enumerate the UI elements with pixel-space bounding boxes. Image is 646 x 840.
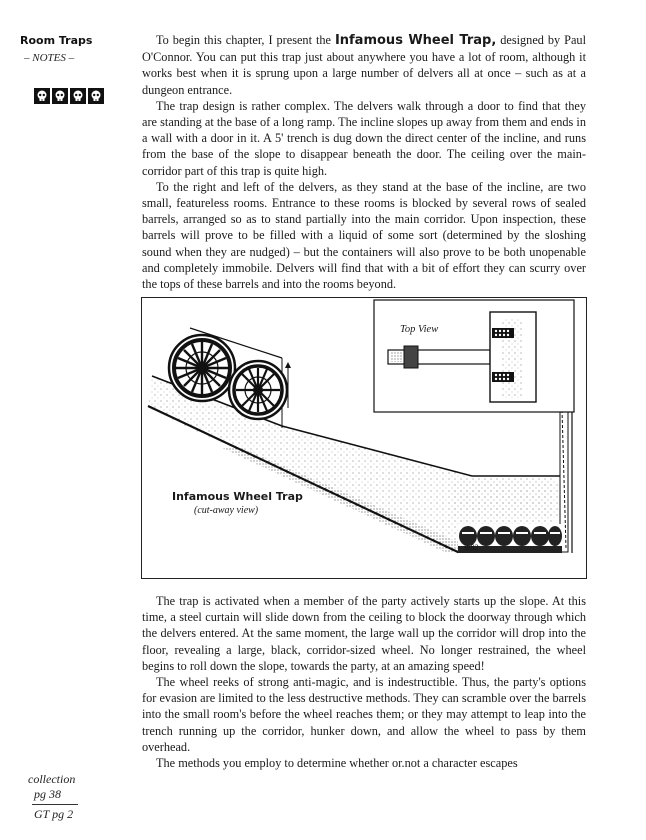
skull-icon	[34, 88, 50, 104]
paragraph-design: The trap design is rather complex. The delvers walk through a door to find that they are standing at the base of a long ramp. The incline slopes up away from them and ends in a wall with a door in it. A 5' trench is dug down the direct center of the incline, and runs from the base of the slope to disappear beneath the door. The ceiling over the main-corridor part of this trap is quite high.	[142, 98, 586, 178]
top-view-inset	[374, 300, 574, 412]
footer-collection: collection	[28, 772, 76, 786]
paragraph-antimagic: The wheel reeks of strong anti-magic, and is indestructible. Thus, the party's options for evasion are limited to the less destructive methods. They can scramble over the barrels into the small room's before the wheel reaches them; or they may attempt to leap into the trench running up the corridor, hunker down, and allow the wheel to pass by them overhead.	[142, 675, 586, 754]
artist-signature: 9/82	[464, 543, 479, 552]
activation-text	[142, 593, 586, 771]
skull-icon	[88, 88, 104, 104]
notes-label: – NOTES –	[24, 52, 75, 64]
section-title: Room Traps	[20, 34, 93, 47]
cutaway-illustration	[142, 298, 588, 580]
paragraph-intro	[142, 32, 586, 98]
footer-divider	[32, 804, 78, 805]
paragraph-activation: The trap is activated when a member of the party actively starts up the slope. At this time, a steel curtain will slide down from the ceiling to block the doorway through which the delvers entered. At the same moment, the large wall up the corridor will drop into the floor, revealing a large, black, corridor-sized wheel. No longer restrained, the wheel begins to roll down the slope, towards the party, at an amazing speed!	[142, 594, 586, 673]
footer-collection-page: pg 38	[34, 787, 61, 801]
diagram-caption-title: Infamous Wheel Trap	[172, 490, 303, 503]
skull-icon	[70, 88, 86, 104]
footer-gt-page: GT pg 2	[34, 807, 74, 821]
wheel-large	[169, 335, 235, 401]
top-view-label: Top View	[400, 324, 439, 335]
intro-text	[142, 32, 586, 292]
paragraph-rooms: To the right and left of the delvers, as they stand at the base of the incline, are two small, featureless rooms. Entrance to these rooms is blocked by several rows of sealed barrels, arranged so as to stand partially into the main corridor. Upon inspection, these barrels will prove to be filled with a liquid of some sort (determined by the sloshing sound when they are nudged) – but the containers will also prove to be both unopenable and completely immobile. Delvers will find that with a bit of effort they can scurry over the tops of these barrels and into the rooms beyond.	[142, 179, 586, 292]
skull-icon	[52, 88, 68, 104]
paragraph-methods: The methods you employ to determine whether or.not a character escapes	[156, 756, 518, 771]
deadliness-rating	[34, 88, 104, 104]
trap-diagram	[141, 297, 587, 579]
trap-name: Infamous Wheel Trap,	[334, 33, 497, 48]
margin-column	[20, 34, 130, 64]
page-footer	[28, 772, 78, 822]
diagram-caption-subtitle: (cut-away view)	[194, 505, 259, 516]
intro-rest: designed by Paul O'Connor. You can put this trap just about anywhere you have a lot of room, although it works best when it is sprung upon a large number of delvers all at once – such as at a dungeon entrance.	[142, 33, 586, 97]
wheel-small	[229, 361, 287, 419]
intro-lead: To begin this chapter, I present the	[156, 33, 335, 47]
